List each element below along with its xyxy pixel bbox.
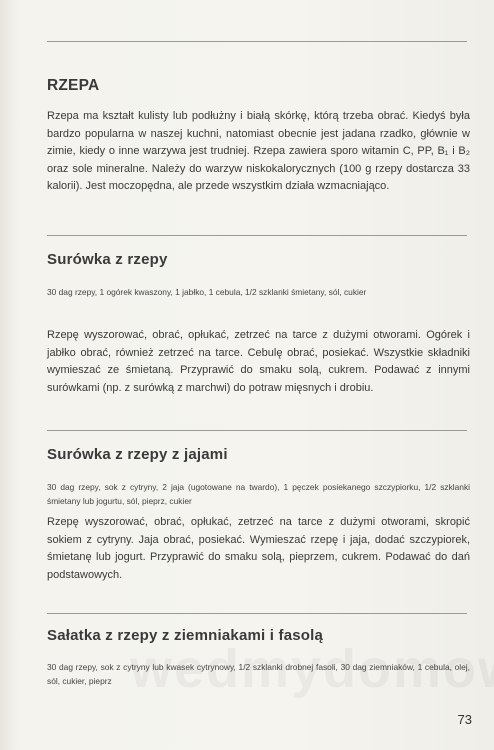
recipe-ingredients: 30 dag rzepy, 1 ogórek kwaszony, 1 jabłko, 1 cebula, 1/2 szklanki śmietany, sól, cukier (47, 287, 367, 297)
section-divider (47, 430, 467, 431)
section-text-rzepa: Rzepa ma kształt kulisty lub podłużny i białą skórkę, którą trzeba obrać. Kiedyś była bardzo popularna w naszej kuchni, natomiast obecnie jest jadana rzadko, głównie w zimie, kiedy o inne warzywa jest trudniej. Rzepa zawiera sporo witamin C, PP, B₁ i B₂ oraz sole mineralne. Należy do warzyw niskokalorycznych (100 g rzepy dostarcza 33 kalorii). Jest moczopędna, ale przede wszystkim działa wzmacniająco. (47, 110, 470, 193)
recipe-ingredients: 30 dag rzepy, sok z cytryny lub kwasek cytrynowy, 1/2 szklanki drobnej fasoli, 30 dag ziemniaków, 1 cebula, olej, sól, cukier, pieprz (47, 662, 470, 686)
section-heading-rzepa: RZEPA (47, 77, 100, 94)
recipe-title: Surówka z rzepy (47, 251, 168, 268)
recipe-ingredients: 30 dag rzepy, sok z cytryny, 2 jaja (ugotowane na twardo), 1 pęczek posiekanego szczypiorku, 1/2 szklanki śmietany lub jogurtu, sól, pieprz, cukier (47, 482, 470, 506)
recipe-title: Surówka z rzepy z jajami (47, 446, 228, 463)
recipe-title: Sałatka z rzepy z ziemniakami i fasolą (47, 627, 324, 644)
section-divider (47, 41, 467, 42)
section-divider (47, 235, 467, 236)
page-number: 73 (457, 712, 472, 727)
section-divider (47, 613, 467, 614)
recipe-instructions: Rzepę wyszorować, obrać, opłukać, zetrzeć na tarce z dużymi otworami. Ogórek i jabłko obrać, również zetrzeć na tarce. Cebulę obrać, posiekać. Wszystkie składniki wymieszać ze śmietaną. Przyprawić do smaku solą, cukrem. Podawać z innymi surówkami (np. z surówką z marchwi) do potraw mięsnych i drobiu. (47, 329, 470, 394)
recipe-instructions: Rzepę wyszorować, obrać, opłukać, zetrzeć na tarce z dużymi otworami, skropić sokiem z cytryny. Jaja obrać, posiekać. Wymieszać rzepę i jaja, dodać szczypiorek, śmietanę lub jogurt. Przyprawić do smaku solą, pieprzem, cukrem. Podawać do dań podstawowych. (47, 516, 470, 581)
